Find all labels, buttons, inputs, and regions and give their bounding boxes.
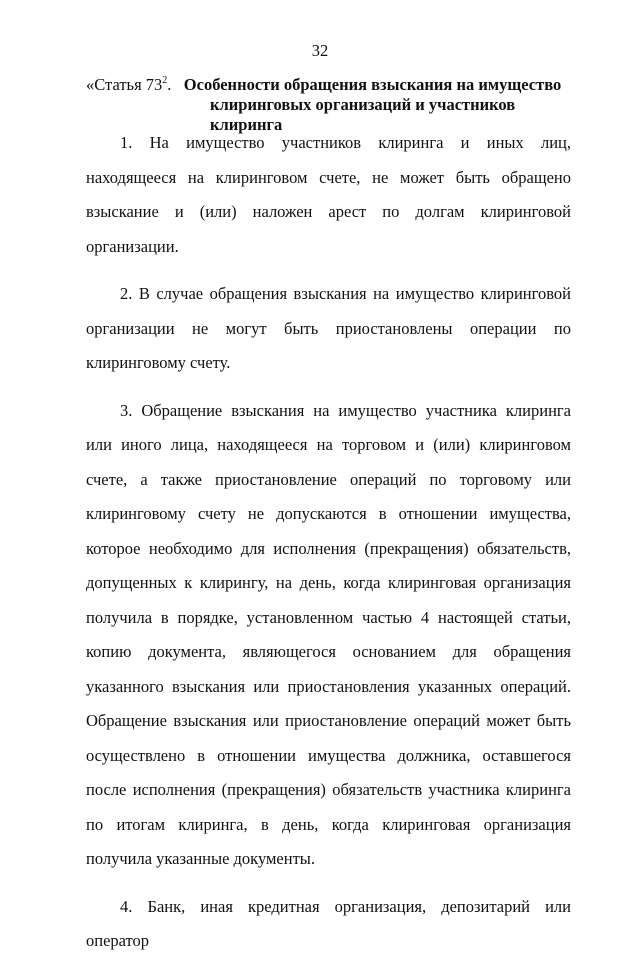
article-title-line-1: Особенности обращения взыскания на имущество [183, 75, 562, 94]
article-body [86, 126, 571, 959]
page-number: 32 [311, 41, 329, 60]
article-number [86, 75, 171, 94]
article-prefix: «Статья 73 [86, 75, 163, 94]
paragraph-2: 2. В случае обращения взыскания на имущество клиринговой организации не могут быть приостановлены операции по клиринговому счету. [86, 284, 571, 372]
article-superscript: 2 [162, 75, 168, 86]
paragraph-1: 1. На имущество участников клиринга и иных лиц, находящееся на клиринговом счете, не может быть обращено взыскание и (или) наложен арест по долгам клиринговой организации. [86, 133, 571, 256]
article-prefix-suffix: . [167, 75, 172, 94]
paragraph-4: 4. Банк, иная кредитная организация, депозитарий или оператор [86, 896, 571, 950]
paragraph-3: 3. Обращение взыскания на имущество участника клиринга или иного лица, находящееся на торговом и (или) клиринговом счете, а также приостановление операций по торговому или клиринговому счету не допускаются в отношении имущества, которое необходимо для исполнения (прекращения) обязательств, допущенных к клирингу, на день, когда клиринговая организация получила в порядке, установленном частью 4 настоящей статьи, копию документа, являющегося основанием для обращения указанного взыскания или приостановления указанных операций. Обращение взыскания или приостановление операций может быть осуществлено в отношении имущества должника, оставшегося после исполнения (прекращения) обязательств участника клиринга по итогам клиринга, в день, когда клиринговая организация получила указанные документы. [86, 400, 571, 868]
article-title-line-2: клиринговых организаций и участников клиринга [210, 95, 516, 134]
